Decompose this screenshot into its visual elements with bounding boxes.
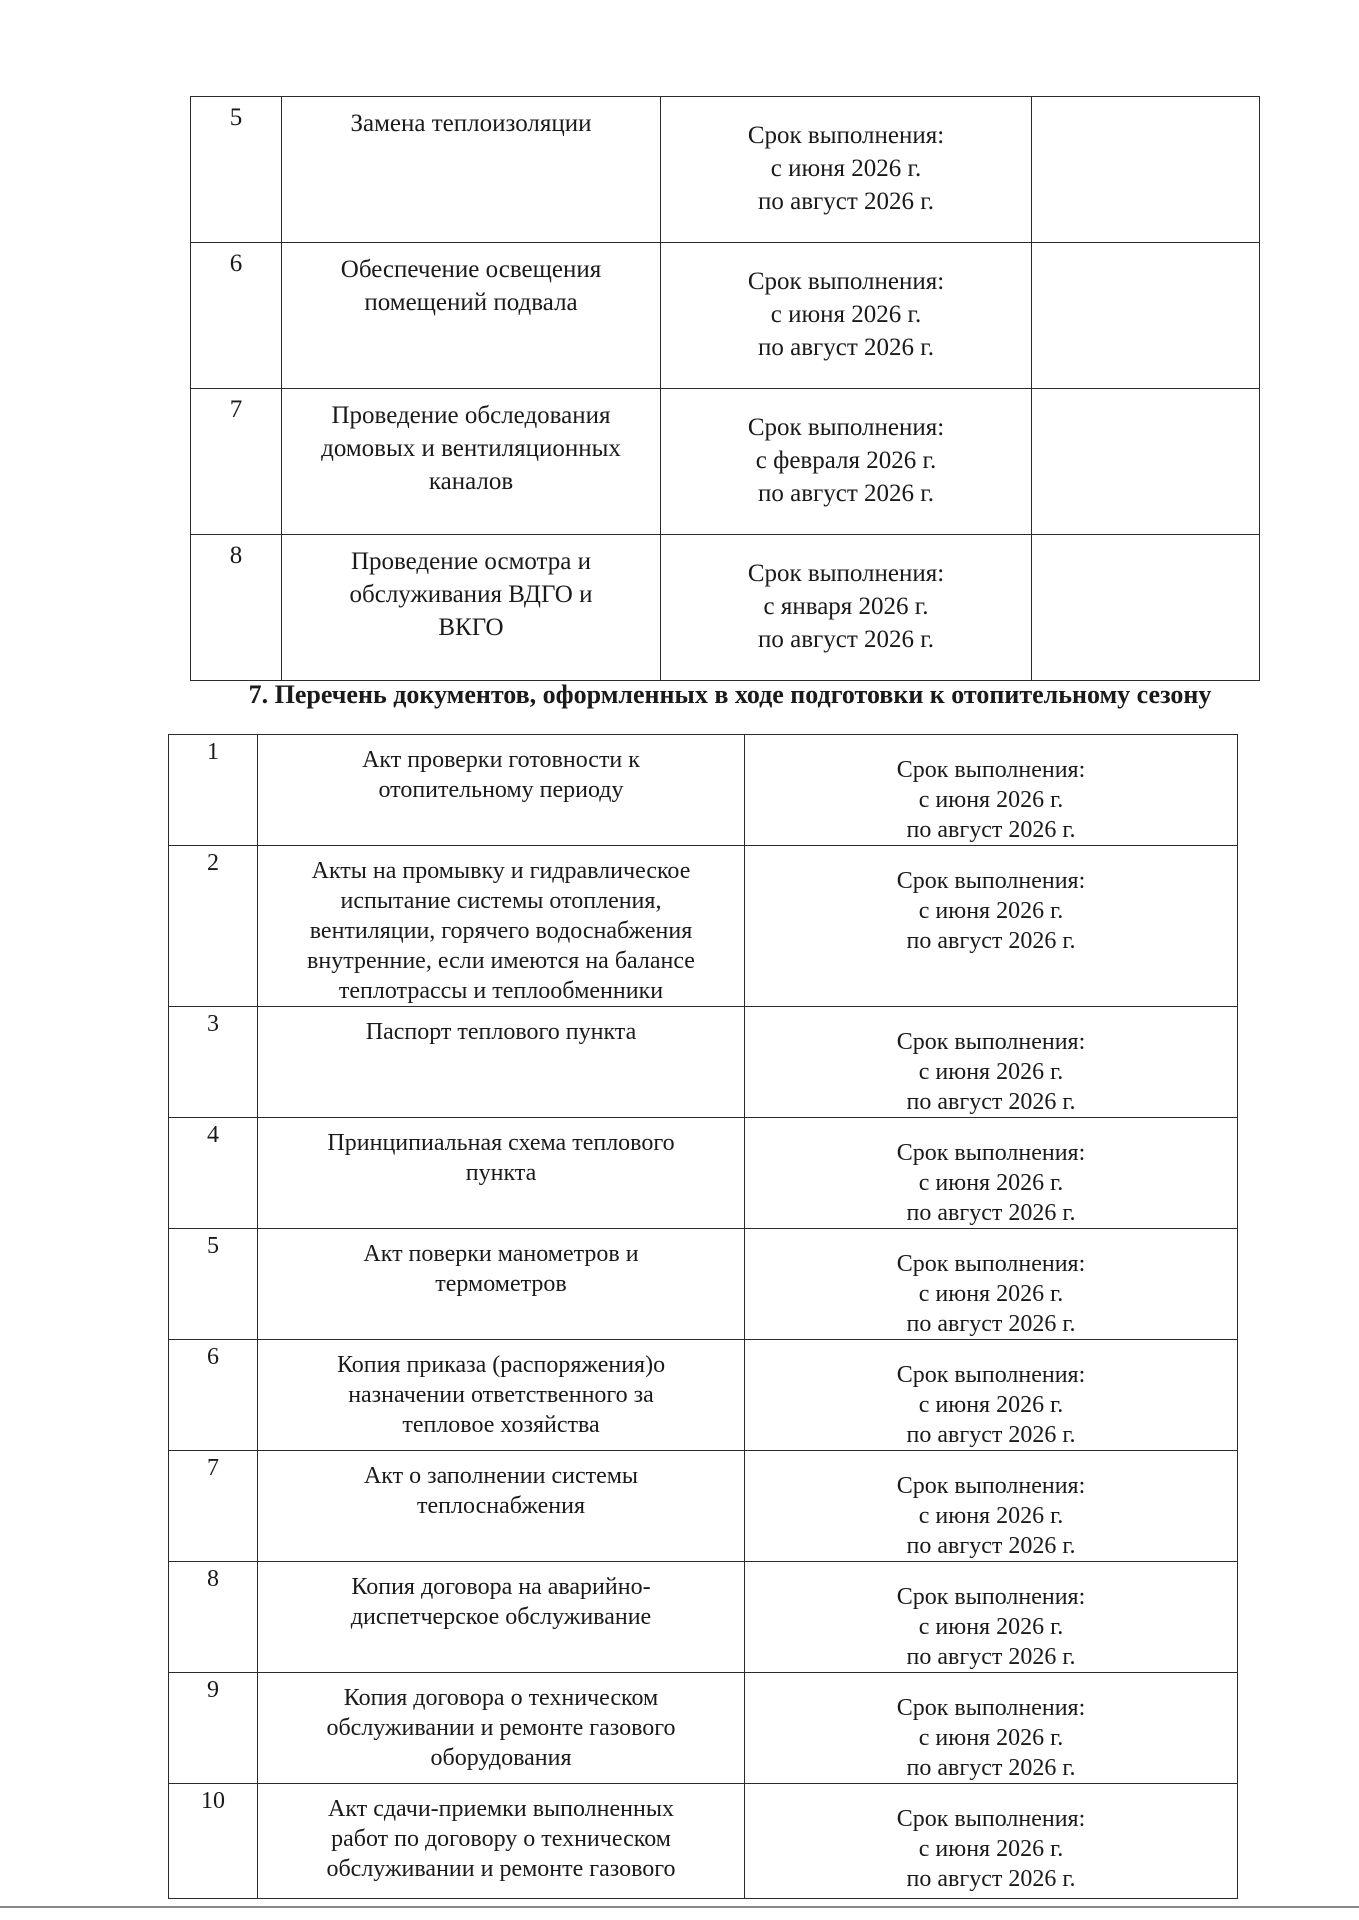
- table-row: [169, 1007, 1238, 1118]
- document-name: Копия договора на аварийно- диспетчерское обслуживание: [258, 1562, 745, 1673]
- table-row: [191, 243, 1260, 389]
- table-row: [169, 1784, 1238, 1899]
- table-row: [191, 97, 1260, 243]
- document-term: Срок выполнения: с июня 2026 г. по август 2026 г.: [745, 1451, 1238, 1562]
- work-name: Проведение осмотра и обслуживания ВДГО и ВКГО: [282, 535, 661, 681]
- document-name: Акт поверки манометров и термометров: [258, 1229, 745, 1340]
- document-name: Акт сдачи-приемки выполненных работ по договору о техническом обслуживании и ремонте газового: [258, 1784, 745, 1899]
- document-term: Срок выполнения: с июня 2026 г. по август 2026 г.: [745, 846, 1238, 1007]
- empty-cell: [1032, 243, 1260, 389]
- document-name: Копия приказа (распоряжения)о назначении ответственного за тепловое хозяйства: [258, 1340, 745, 1451]
- row-number: 9: [169, 1673, 258, 1784]
- work-name: Проведение обследования домовых и вентиляционных каналов: [282, 389, 661, 535]
- table-row: [169, 1451, 1238, 1562]
- row-number: 5: [169, 1229, 258, 1340]
- table-row: [191, 389, 1260, 535]
- table-row: [169, 1673, 1238, 1784]
- document-term: Срок выполнения: с июня 2026 г. по август 2026 г.: [745, 1562, 1238, 1673]
- document-term: Срок выполнения: с июня 2026 г. по август 2026 г.: [745, 1229, 1238, 1340]
- row-number: 7: [191, 389, 282, 535]
- document-term: Срок выполнения: с июня 2026 г. по август 2026 г.: [745, 1007, 1238, 1118]
- document-term: Срок выполнения: с июня 2026 г. по август 2026 г.: [745, 735, 1238, 846]
- empty-cell: [1032, 97, 1260, 243]
- work-name: Замена теплоизоляции: [282, 97, 661, 243]
- document-term: Срок выполнения: с июня 2026 г. по август 2026 г.: [745, 1340, 1238, 1451]
- documents-table: [168, 734, 1238, 1899]
- works-table: [190, 96, 1260, 681]
- document-name: Акт о заполнении системы теплоснабжения: [258, 1451, 745, 1562]
- row-number: 3: [169, 1007, 258, 1118]
- row-number: 8: [169, 1562, 258, 1673]
- table-row: [169, 846, 1238, 1007]
- row-number: 2: [169, 846, 258, 1007]
- document-name: Принципиальная схема теплового пункта: [258, 1118, 745, 1229]
- document-term: Срок выполнения: с июня 2026 г. по август 2026 г.: [745, 1673, 1238, 1784]
- document-name: Акт проверки готовности к отопительному периоду: [258, 735, 745, 846]
- document-name: Акты на промывку и гидравлическое испытание системы отопления, вентиляции, горячего водоснабжения внутренние, если имеются на балансе теплотрассы и теплообменники: [258, 846, 745, 1007]
- table-row: [169, 735, 1238, 846]
- table-row: [169, 1118, 1238, 1229]
- row-number: 7: [169, 1451, 258, 1562]
- row-number: 4: [169, 1118, 258, 1229]
- row-number: 5: [191, 97, 282, 243]
- document-name: Паспорт теплового пункта: [258, 1007, 745, 1118]
- table-row: [169, 1340, 1238, 1451]
- row-number: 8: [191, 535, 282, 681]
- table-row: [169, 1562, 1238, 1673]
- table-row: [169, 1229, 1238, 1340]
- document-term: Срок выполнения: с июня 2026 г. по август 2026 г.: [745, 1784, 1238, 1899]
- row-number: 1: [169, 735, 258, 846]
- row-number: 6: [169, 1340, 258, 1451]
- section-title: 7. Перечень документов, оформленных в ходе подготовки к отопительному сезону: [248, 680, 1212, 709]
- document-name: Копия договора о техническом обслуживании и ремонте газового оборудования: [258, 1673, 745, 1784]
- document-term: Срок выполнения: с июня 2026 г. по август 2026 г.: [745, 1118, 1238, 1229]
- work-term: Срок выполнения: с января 2026 г. по август 2026 г.: [661, 535, 1032, 681]
- work-term: Срок выполнения: с февраля 2026 г. по август 2026 г.: [661, 389, 1032, 535]
- work-term: Срок выполнения: с июня 2026 г. по август 2026 г.: [661, 97, 1032, 243]
- empty-cell: [1032, 535, 1260, 681]
- scan-edge-line: [0, 1906, 1359, 1908]
- table-row: [191, 535, 1260, 681]
- row-number: 6: [191, 243, 282, 389]
- empty-cell: [1032, 389, 1260, 535]
- work-term: Срок выполнения: с июня 2026 г. по август 2026 г.: [661, 243, 1032, 389]
- row-number: 10: [169, 1784, 258, 1899]
- work-name: Обеспечение освещения помещений подвала: [282, 243, 661, 389]
